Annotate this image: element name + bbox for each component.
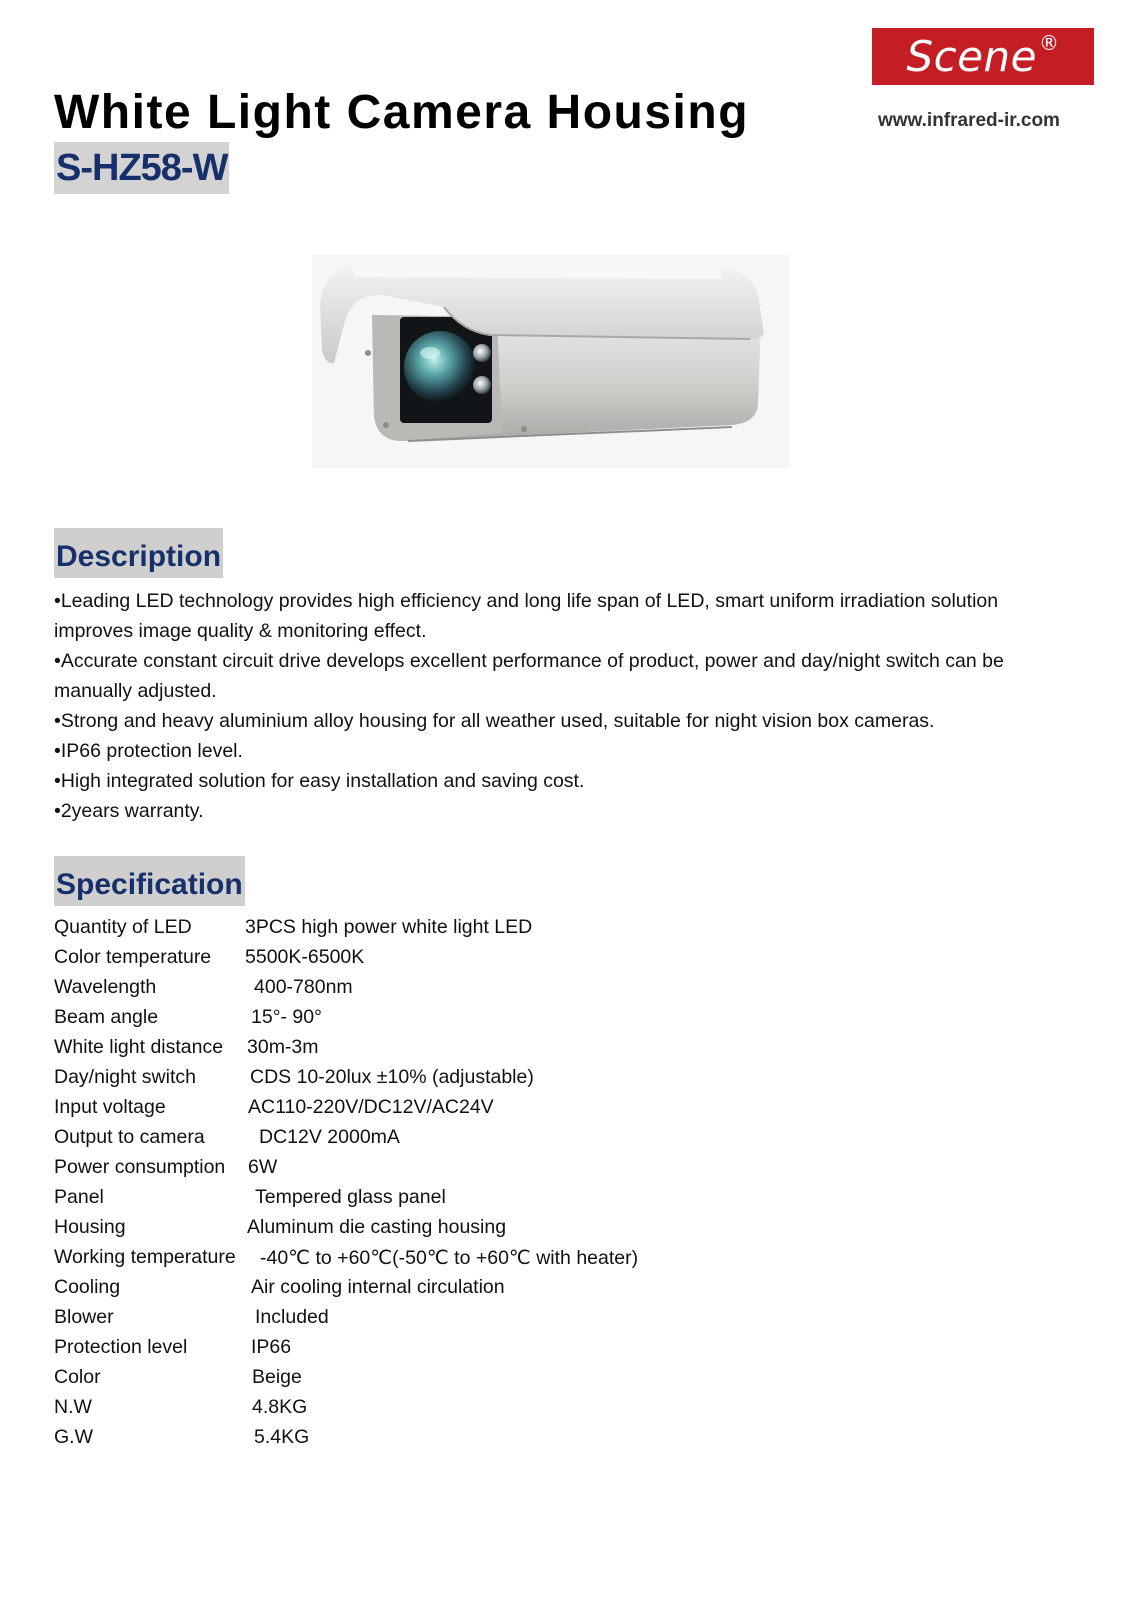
spec-label: Power consumption [54, 1156, 226, 1178]
spec-value: 5500K-6500K [245, 946, 365, 968]
description-item: • Strong and heavy aluminium alloy housing for all weather used, suitable for night vision box cameras. [54, 706, 1064, 736]
spec-value: Aluminum die casting housing [247, 1216, 507, 1238]
spec-value: DC12V 2000mA [259, 1126, 400, 1148]
spec-label: N.W [54, 1396, 92, 1418]
description-item: • Leading LED technology provides high efficiency and long life span of LED, smart uniform irradiation solution improves image quality & monitoring effect. [54, 586, 1064, 646]
spec-label: Blower [54, 1306, 114, 1328]
spec-label: Panel [54, 1186, 104, 1208]
model-number: S-HZ58-W [54, 142, 229, 194]
spec-value: 4.8KG [252, 1396, 308, 1418]
description-item: • 2years warranty. [54, 796, 1064, 826]
spec-value: IP66 [251, 1336, 292, 1358]
spec-label: Protection level [54, 1336, 188, 1358]
spec-label: Output to camera [54, 1126, 205, 1148]
spec-value: 400-780nm [254, 976, 353, 998]
spec-value: 3PCS high power white light LED [245, 916, 533, 938]
website-url: www.infrared-ir.com [878, 110, 1060, 131]
description-list [54, 586, 1064, 826]
description-item: • IP66 protection level. [54, 736, 1064, 766]
specification-heading: Specification [54, 856, 245, 906]
page-title: White Light Camera Housing [54, 86, 750, 139]
spec-label: Input voltage [54, 1096, 166, 1118]
spec-label: Color [54, 1366, 101, 1388]
description-item: • Accurate constant circuit drive develops excellent performance of product, power and day/night switch can be manually adjusted. [54, 646, 1064, 706]
spec-label: Cooling [54, 1276, 121, 1298]
camera-housing-photo [312, 255, 790, 468]
spec-value: 30m-3m [247, 1036, 319, 1058]
registered-mark: ® [1039, 30, 1060, 55]
spec-value: Tempered glass panel [255, 1186, 446, 1208]
description-item: • High integrated solution for easy installation and saving cost. [54, 766, 1064, 796]
description-heading: Description [54, 528, 223, 578]
spec-label: Housing [54, 1216, 126, 1238]
spec-label: Beam angle [54, 1006, 159, 1028]
spec-value: 5.4KG [254, 1426, 310, 1448]
spec-value: -40℃ to +60℃(-50℃ to +60℃ with heater) [260, 1247, 639, 1269]
spec-label: Working temperature [54, 1246, 236, 1268]
spec-value: Air cooling internal circulation [251, 1276, 505, 1298]
spec-value: Included [255, 1306, 329, 1328]
spec-label: Wavelength [54, 976, 157, 998]
brand-logo [872, 28, 1094, 85]
spec-value: 6W [248, 1156, 278, 1178]
spec-label: Color temperature [54, 946, 212, 968]
brand-logo-text: Scene [906, 32, 1038, 81]
spec-value: 15°- 90° [251, 1006, 322, 1028]
spec-value: CDS 10-20lux ±10% (adjustable) [250, 1066, 534, 1088]
spec-value: AC110-220V/DC12V/AC24V [248, 1096, 494, 1118]
spec-label: White light distance [54, 1036, 224, 1058]
spec-value: Beige [252, 1366, 302, 1388]
spec-label: G.W [54, 1426, 93, 1448]
spec-label: Day/night switch [54, 1066, 196, 1088]
spec-label: Quantity of LED [54, 916, 192, 938]
